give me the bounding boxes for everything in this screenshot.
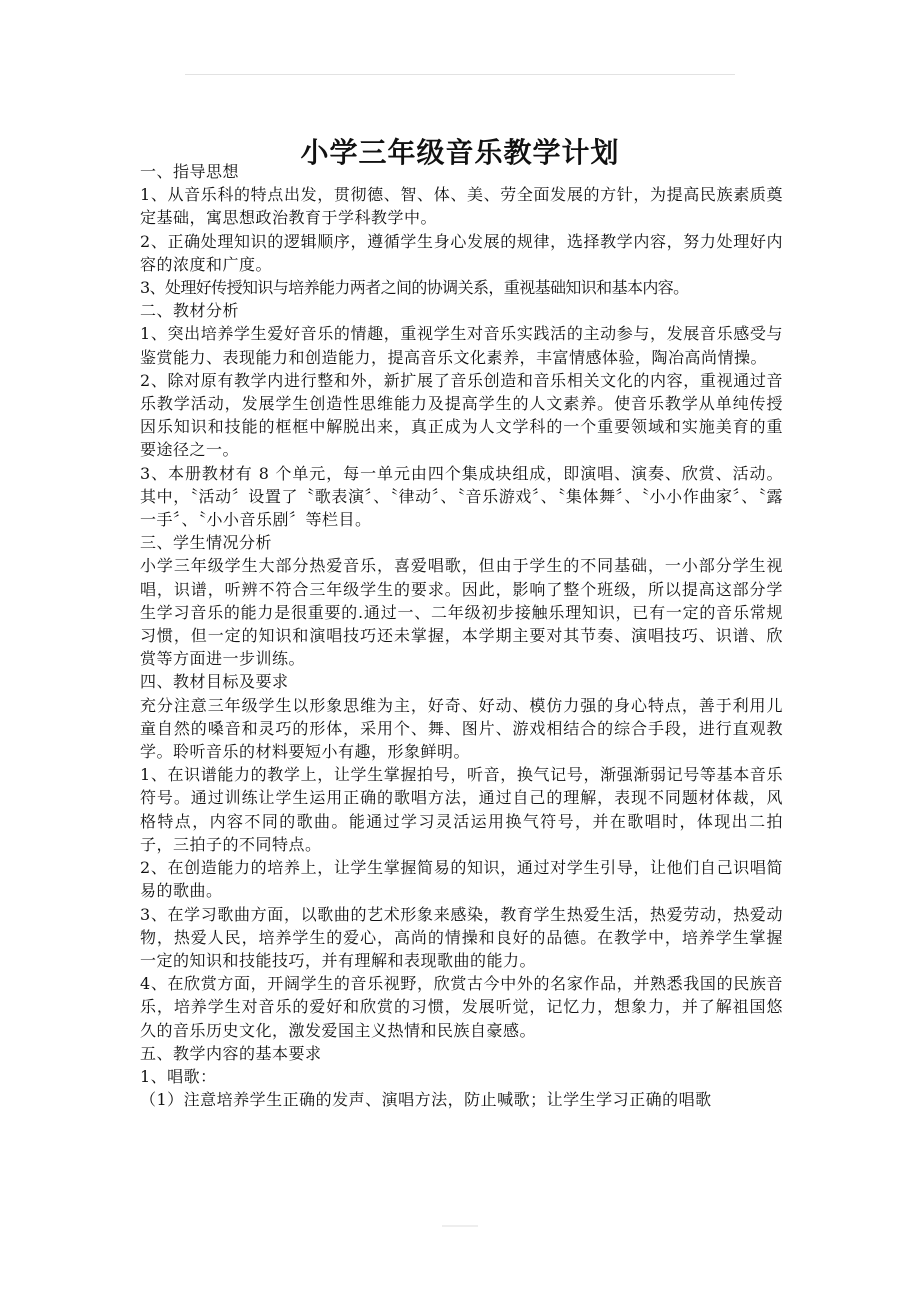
header-rule (185, 74, 735, 75)
paragraph: 1、突出培养学生爱好音乐的情趣，重视学生对音乐实践活的主动参与，发展音乐感受与鉴赏能力、表现能力和创造能力，提高音乐文化素养，丰富情感体验，陶冶高尚情操。 (140, 324, 783, 367)
paragraph: 1、从音乐科的特点出发，贯彻德、智、体、美、劳全面发展的方针，为提高民族素质奠定基础，寓思想政治教育于学科教学中。 (140, 185, 783, 228)
paragraph: 2、正确处理知识的逻辑顺序，遵循学生身心发展的规律，选择教学内容，努力处理好内容的浓度和广度。 (140, 231, 783, 274)
page-title: 小学三年级音乐教学计划 (300, 135, 620, 169)
footer-mark (442, 1225, 478, 1227)
paragraph: 3、在学习歌曲方面，以歌曲的艺术形象来感染，教育学生热爱生活，热爱劳动，热爱动物，热爱人民，培养学生的爱心，高尚的情操和良好的品德。在教学中，培养学生掌握一定的知识和技能技巧，并有理解和表现歌曲的能力。 (140, 904, 783, 970)
paragraph: 2、在创造能力的培养上，让学生掌握简易的知识，通过对学生引导，让他们自己识唱简易的歌曲。 (140, 858, 783, 901)
section-heading: 五、教学内容的基本要求 (140, 1043, 322, 1063)
paragraph: 1、在识谱能力的教学上，让学生掌握拍号，听音，换气记号，渐强渐弱记号等基本音乐符号。通过训练让学生运用正确的歌唱方法，通过自己的理解，表现不同题材体裁，风格特点，内容不同的歌曲。能通过学习灵活运用换气符号，并在歌唱时，体现出二拍子，三拍子的不同特点。 (140, 765, 783, 854)
paragraph: 2、除对原有教学内进行整和外，新扩展了音乐创造和音乐相关文化的内容，重视通过音乐教学活动，发展学生创造性思维能力及提高学生的人文素养。使音乐教学从单纯传授因乐知识和技能的框框中解脱出来，真正成为人文学科的一个重要领域和实施美育的重要途径之一。 (140, 370, 783, 460)
section-heading: 一、指导思想 (140, 162, 240, 181)
section-heading: 二、教材分析 (140, 301, 240, 321)
paragraph: （1）注意培养学生正确的发声、演唱方法，防止喊歌；让学生学习正确的唱歌 (140, 1090, 712, 1110)
section-heading: 四、教材目标及要求 (140, 672, 289, 692)
paragraph: 4、在欣赏方面，开阔学生的音乐视野，欣赏古今中外的名家作品，并熟悉我国的民族音乐，培养学生对音乐的爱好和欣赏的习惯，发展听觉，记忆力，想象力，并了解祖国悠久的音乐历史文化，激发爱国主义热情和民族自豪感。 (140, 974, 783, 1040)
paragraph: 充分注意三年级学生以形象思维为主，好奇、好动、模仿力强的身心特点，善于利用儿童自然的嗓音和灵巧的形体，采用个、舞、图片、游戏相结合的综合手段，进行直观教学。聆听音乐的材料要短小有趣，形象鲜明。 (140, 695, 783, 762)
document-body (140, 160, 783, 1111)
subsection-heading: 1、唱歌： (140, 1066, 217, 1086)
paragraph: 3、本册教材有 8 个单元，每一单元由四个集成块组成，即演唱、演奏、欣赏、活动。其中，〝活动〞设置了〝歌表演〞、〝律动〞、〝音乐游戏〞、〝集体舞〞、〝小小作曲家〞、〝露一手〞、〝小小音乐剧〞等栏目。 (140, 463, 783, 530)
paragraph: 小学三年级学生大部分热爱音乐，喜爱唱歌，但由于学生的不同基础，一小部分学生视唱，识谱，听辨不符合三年级学生的要求。因此，影响了整个班级，所以提高这部分学生学习音乐的能力是很重要的.通过一、二年级初步接触乐理知识，已有一定的音乐常规习惯，但一定的知识和演唱技巧还未掌握，本学期主要对其节奏、演唱技巧、识谱、欣赏等方面进一步训练。 (140, 556, 783, 669)
section-heading: 三、学生情况分析 (140, 533, 273, 553)
paragraph: 3、处理好传授知识与培养能力两者之间的协调关系，重视基础知识和基本内容。 (140, 278, 689, 298)
